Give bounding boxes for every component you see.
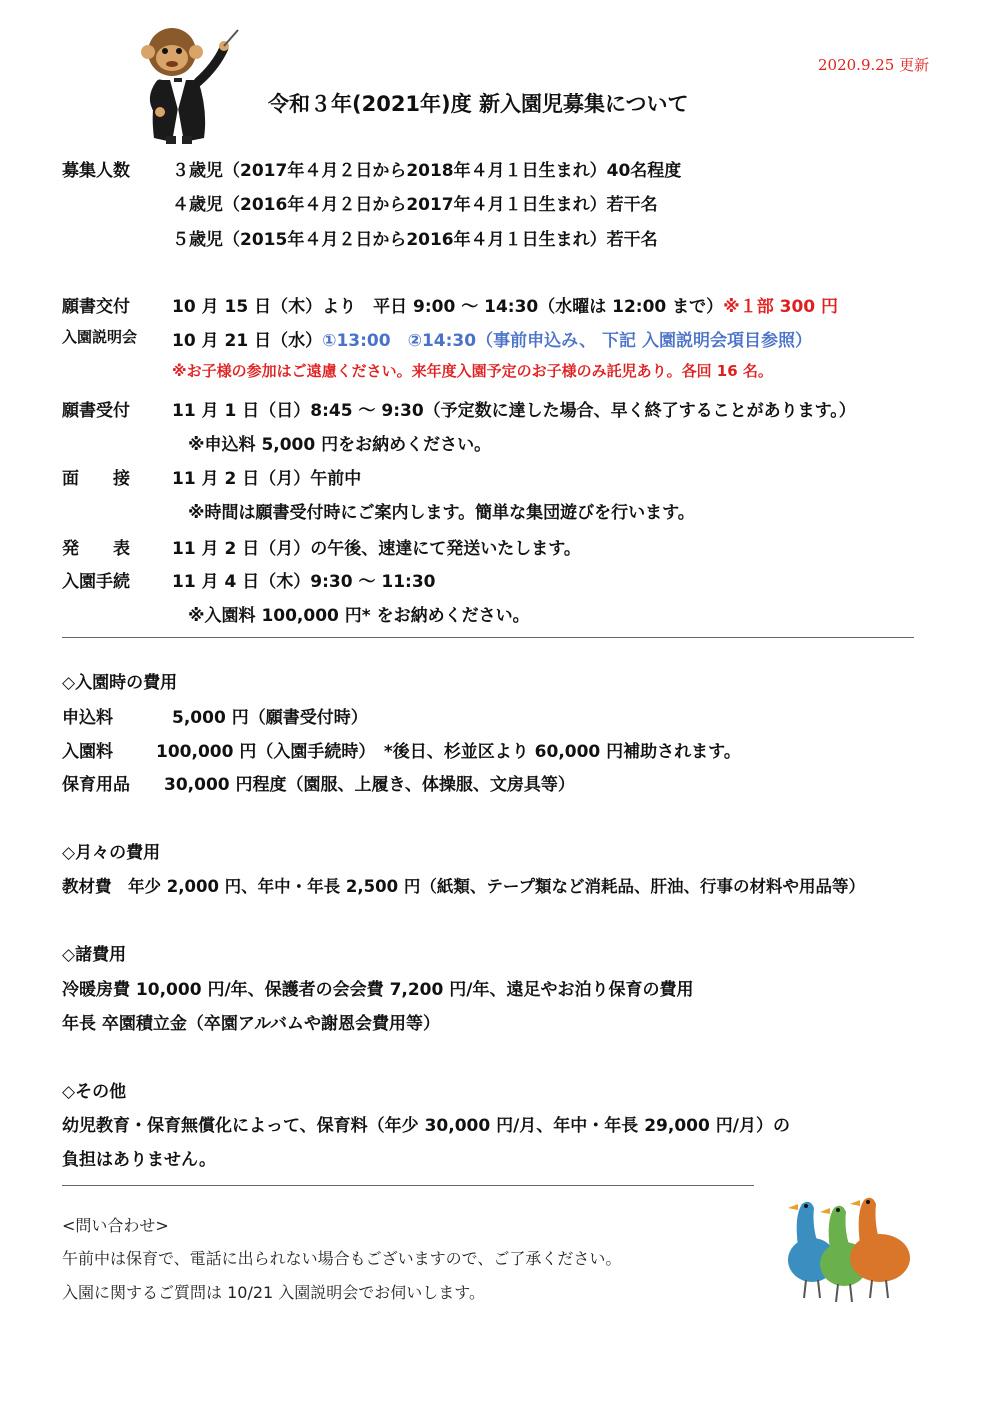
misc-costs-heading: ◇諸費用 — [62, 945, 127, 965]
contact-line-1: 午前中は保育で、電話に出られない場合もございますので、ご了承ください。 — [62, 1249, 622, 1268]
interview-label: 面 接 — [62, 469, 130, 489]
enrollment-text: 11 月 4 日（木）9:30 ～ 11:30 — [172, 572, 436, 592]
recruitment-row-age4: ４歳児（2016年４月２日から2017年４月１日生まれ）若干名 — [172, 195, 658, 215]
briefing-times: ①13:00 ②14:30（事前申込み、 下記 入園説明会項目参照） — [322, 331, 812, 351]
admission-fee-value-application: 5,000 円（願書受付時） — [172, 708, 368, 728]
monkey-conductor-illustration — [120, 18, 245, 148]
interview-text: 11 月 2 日（月）午前中 — [172, 469, 362, 489]
divider-top — [62, 637, 914, 638]
monthly-costs-text: 教材費 年少 2,000 円、年中・年長 2,500 円（紙類、テープ類など消耗品、肝油、行事の材料や用品等） — [62, 877, 866, 896]
announcement-text: 11 月 2 日（月）の午後、速達にて発送いたします。 — [172, 539, 581, 559]
acceptance-text: 11 月 1 日（日）8:45 ～ 9:30（予定数に達した場合、早く終了することがあります。） — [172, 401, 856, 421]
distribution-label: 願書交付 — [62, 297, 130, 317]
admission-fee-label-entrance: 入園料 — [62, 742, 113, 762]
recruitment-label: 募集人数 — [62, 161, 130, 181]
monthly-costs-heading: ◇月々の費用 — [62, 843, 161, 863]
three-ducks-illustration — [772, 1186, 922, 1306]
other-line-1: 幼児教育・保育無償化によって、保育料（年少 30,000 円/月、年中・年長 29,000 円/月）の — [62, 1116, 790, 1136]
enrollment-label: 入園手続 — [62, 572, 130, 592]
recruitment-row-age3: ３歳児（2017年４月２日から2018年４月１日生まれ）40名程度 — [172, 161, 682, 181]
acceptance-note: ※申込料 5,000 円をお納めください。 — [188, 435, 492, 455]
misc-costs-line-1: 冷暖房費 10,000 円/年、保護者の会会費 7,200 円/年、遠足やお泊り保育の費用 — [62, 980, 694, 1000]
enrollment-note: ※入園料 100,000 円* をお納めください。 — [188, 606, 530, 626]
briefing-label: 入園説明会 — [62, 328, 138, 346]
contact-heading: <問い合わせ> — [62, 1216, 169, 1235]
interview-note: ※時間は願書受付時にご案内します。簡単な集団遊びを行います。 — [188, 503, 695, 523]
briefing-date: 10 月 21 日（水） — [172, 331, 323, 351]
misc-costs-line-2: 年長 卒園積立金（卒園アルバムや謝恩会費用等） — [62, 1014, 441, 1034]
contact-line-2: 入園に関するご質問は 10/21 入園説明会でお伺いします。 — [62, 1283, 486, 1302]
admission-fee-value-entrance: 100,000 円（入園手続時） *後日、杉並区より 60,000 円補助されます。 — [156, 742, 741, 762]
briefing-row — [172, 326, 812, 351]
distribution-price: ※１部 300 円 — [723, 297, 839, 317]
admission-fee-value-supplies: 30,000 円程度（園服、上履き、体操服、文房具等） — [164, 775, 575, 795]
announcement-label: 発 表 — [62, 539, 130, 559]
other-line-2: 負担はありません。 — [62, 1150, 217, 1170]
admission-costs-heading: ◇入園時の費用 — [62, 673, 178, 693]
distribution-row — [172, 292, 838, 317]
acceptance-label: 願書受付 — [62, 401, 130, 421]
admission-fee-label-application: 申込料 — [62, 708, 113, 728]
page-title: 令和３年(2021年)度 新入園児募集について — [268, 92, 689, 116]
admission-fee-label-supplies: 保育用品 — [62, 775, 130, 795]
recruitment-row-age5: ５歳児（2015年４月２日から2016年４月１日生まれ）若干名 — [172, 230, 658, 250]
briefing-note: ※お子様の参加はご遠慮ください。来年度入園予定のお子様のみ託児あり。各回 16 名。 — [172, 362, 773, 380]
distribution-text: 10 月 15 日（木）より 平日 9:00 ～ 14:30（水曜は 12:00 まで） — [172, 297, 724, 317]
update-date: 2020.9.25 更新 — [818, 56, 930, 74]
other-heading: ◇その他 — [62, 1082, 127, 1102]
divider-bottom — [62, 1185, 754, 1186]
